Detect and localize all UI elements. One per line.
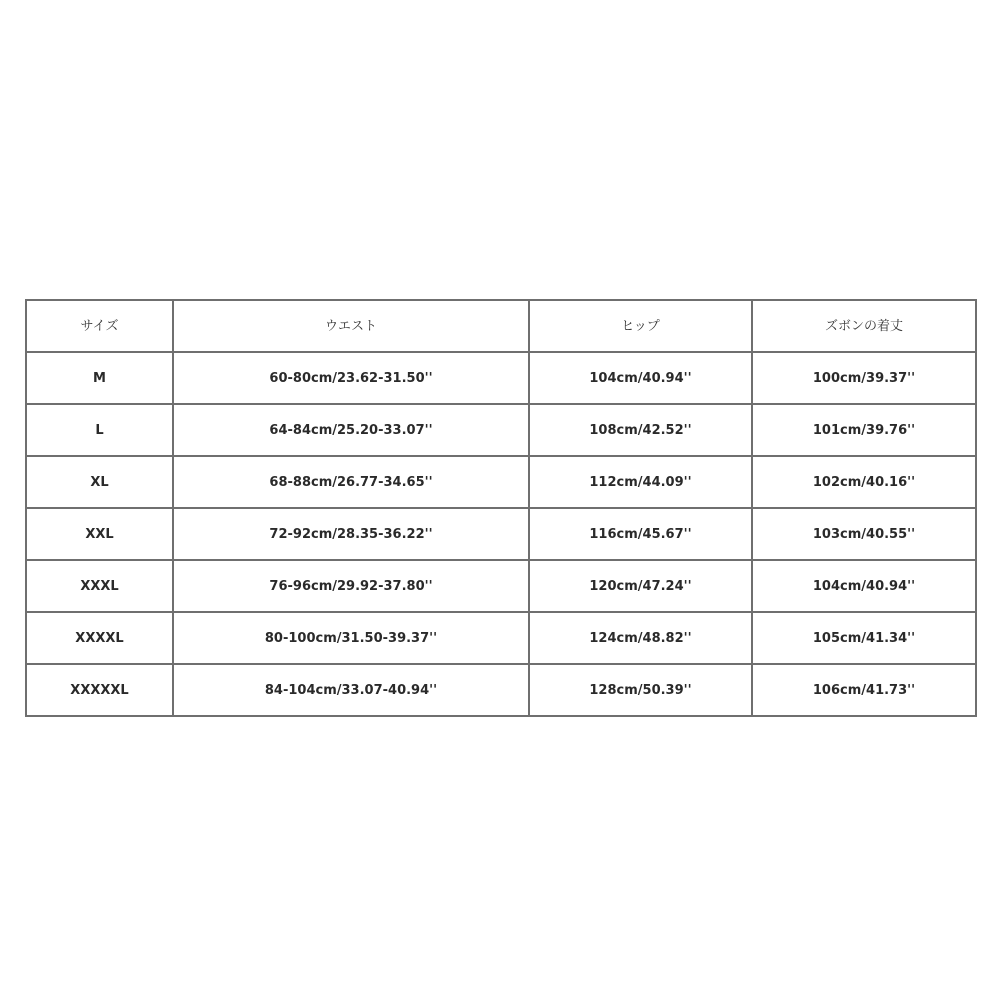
cell-waist: 84-104cm/33.07-40.94'' xyxy=(173,664,529,716)
table-row xyxy=(26,560,976,612)
cell-length: 105cm/41.34'' xyxy=(752,612,976,664)
header-hip: ヒップ xyxy=(529,300,752,352)
cell-size: XXL xyxy=(26,508,173,560)
table-row xyxy=(26,456,976,508)
cell-waist: 60-80cm/23.62-31.50'' xyxy=(173,352,529,404)
cell-waist: 72-92cm/28.35-36.22'' xyxy=(173,508,529,560)
cell-size: XXXXL xyxy=(26,612,173,664)
size-chart-table xyxy=(25,299,977,717)
cell-length: 104cm/40.94'' xyxy=(752,560,976,612)
table-row xyxy=(26,404,976,456)
cell-size: M xyxy=(26,352,173,404)
cell-waist: 76-96cm/29.92-37.80'' xyxy=(173,560,529,612)
header-waist: ウエスト xyxy=(173,300,529,352)
table-row xyxy=(26,664,976,716)
cell-waist: 68-88cm/26.77-34.65'' xyxy=(173,456,529,508)
table-row xyxy=(26,352,976,404)
table-row xyxy=(26,508,976,560)
cell-length: 101cm/39.76'' xyxy=(752,404,976,456)
cell-hip: 128cm/50.39'' xyxy=(529,664,752,716)
table-row xyxy=(26,612,976,664)
cell-size: L xyxy=(26,404,173,456)
cell-length: 106cm/41.73'' xyxy=(752,664,976,716)
header-length: ズボンの着丈 xyxy=(752,300,976,352)
cell-hip: 112cm/44.09'' xyxy=(529,456,752,508)
cell-hip: 120cm/47.24'' xyxy=(529,560,752,612)
cell-size: XXXL xyxy=(26,560,173,612)
cell-hip: 116cm/45.67'' xyxy=(529,508,752,560)
cell-waist: 80-100cm/31.50-39.37'' xyxy=(173,612,529,664)
cell-size: XXXXXL xyxy=(26,664,173,716)
table-header xyxy=(26,300,976,352)
table-body xyxy=(26,352,976,716)
header-size: サイズ xyxy=(26,300,173,352)
cell-hip: 108cm/42.52'' xyxy=(529,404,752,456)
cell-length: 103cm/40.55'' xyxy=(752,508,976,560)
header-row xyxy=(26,300,976,352)
cell-hip: 124cm/48.82'' xyxy=(529,612,752,664)
cell-size: XL xyxy=(26,456,173,508)
cell-hip: 104cm/40.94'' xyxy=(529,352,752,404)
cell-length: 102cm/40.16'' xyxy=(752,456,976,508)
cell-waist: 64-84cm/25.20-33.07'' xyxy=(173,404,529,456)
cell-length: 100cm/39.37'' xyxy=(752,352,976,404)
